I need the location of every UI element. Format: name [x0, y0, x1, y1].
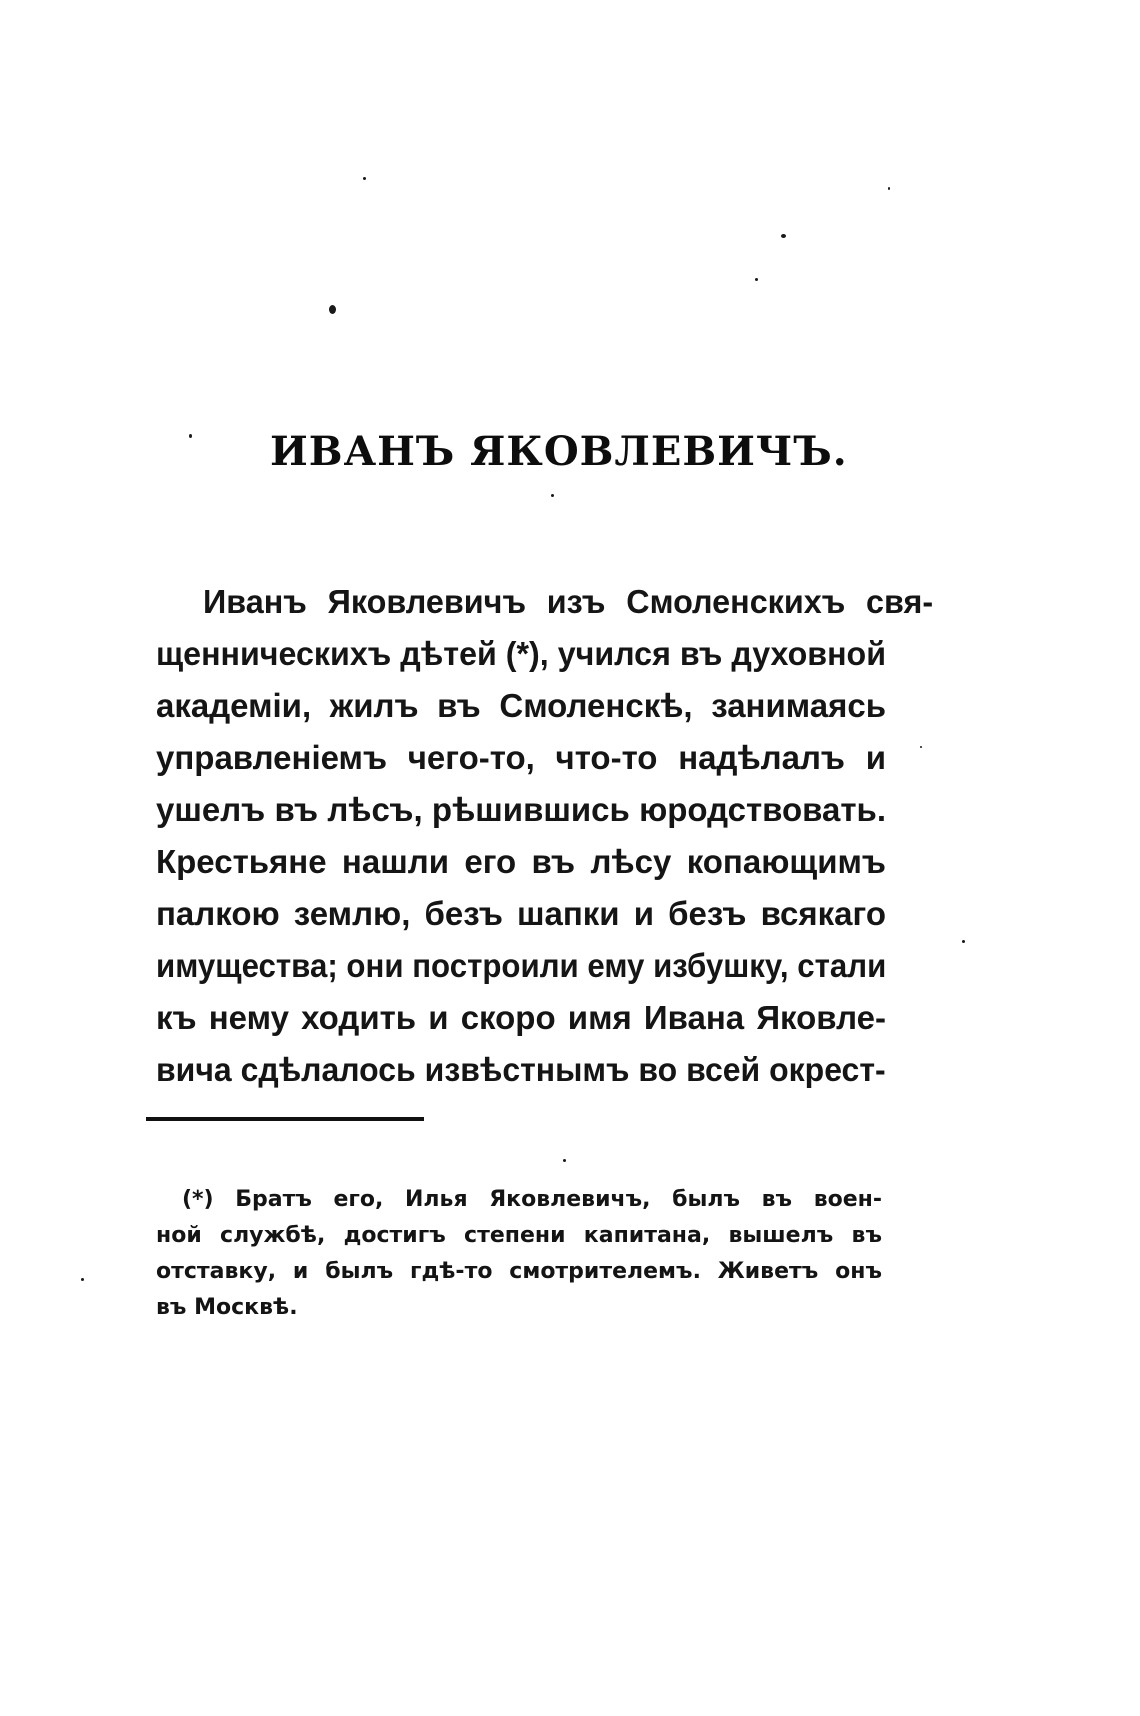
scan-speck	[363, 177, 366, 180]
body-paragraph	[156, 576, 934, 1096]
body-line: Иванъ Яковлевичъ изъ Смоленскихъ свя-	[203, 583, 934, 620]
scan-speck	[189, 434, 192, 438]
scan-speck	[563, 1159, 566, 1162]
scan-speck	[81, 1278, 84, 1281]
body-line: Крестьяне нашли его въ лѣсу копающимъ	[156, 843, 886, 880]
footnote-separator	[146, 1117, 424, 1121]
footnote-line: въ Москвѣ.	[156, 1295, 298, 1320]
body-line: вича сдѣлалось извѣстнымъ во всей окрест-	[156, 1051, 886, 1088]
scan-speck	[551, 494, 554, 497]
body-line: ушелъ въ лѣсъ, рѣшившись юродствовать.	[156, 791, 886, 828]
footnote-line: отставку, и былъ гдѣ-то смотрителемъ. Живетъ онъ	[156, 1259, 882, 1284]
chapter-title: ИВАНЪ ЯКОВЛЕВИЧЪ.	[270, 428, 848, 475]
scan-speck	[755, 278, 758, 281]
body-line: академіи, жилъ въ Смоленскѣ, занимаясь	[156, 687, 886, 724]
body-line: щенническихъ дѣтей (*), учился въ духовной	[156, 635, 887, 672]
scan-speck	[329, 305, 336, 314]
scan-speck	[962, 940, 965, 943]
footnote-line: (*) Братъ его, Илья Яковлевичъ, былъ въ воен-	[182, 1187, 882, 1212]
body-line: имущества; они построили ему избушку, стали	[156, 947, 887, 984]
body-line: палкою землю, безъ шапки и безъ всякаго	[156, 895, 886, 932]
scan-speck	[781, 234, 786, 238]
body-line: къ нему ходить и скоро имя Ивана Яковле-	[156, 999, 886, 1036]
scan-speck	[888, 187, 890, 190]
scan-speck	[920, 746, 922, 748]
footnote-line: ной службѣ, достигъ степени капитана, вышелъ въ	[156, 1223, 882, 1248]
footnote	[156, 1182, 882, 1326]
body-line: управленіемъ чего-то, что-то надѣлалъ и	[156, 739, 886, 776]
